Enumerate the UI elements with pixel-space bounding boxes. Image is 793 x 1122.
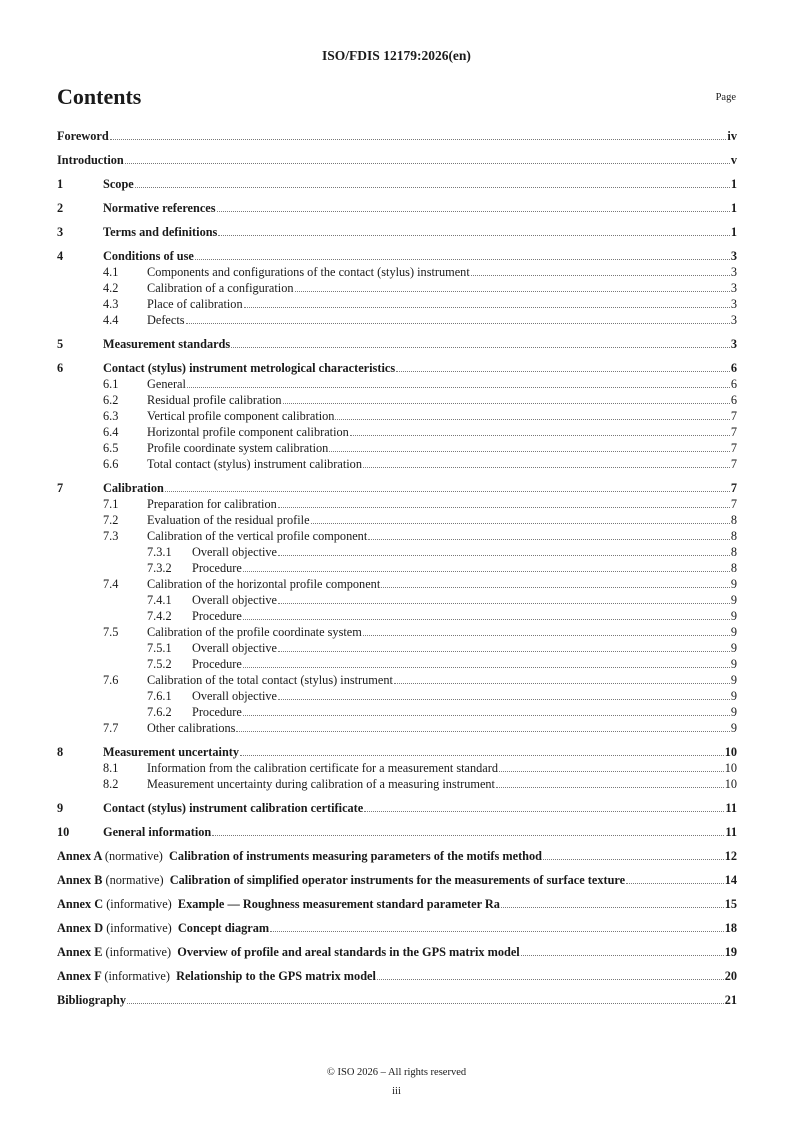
toc-entry-title[interactable]: Concept diagram <box>177 921 270 935</box>
toc-entry-page[interactable]: 3 <box>730 281 737 295</box>
toc-entry[interactable] <box>57 456 737 472</box>
toc-entry-number: 6.1 <box>103 377 119 391</box>
toc-entry-page[interactable]: 10 <box>724 745 737 759</box>
dot-leader <box>135 187 730 188</box>
dot-leader <box>335 419 729 420</box>
annex-label: Annex C <box>57 897 104 911</box>
dot-leader <box>363 635 730 636</box>
annex-title-wrap <box>176 968 737 984</box>
toc-entry-number: 7.7 <box>103 721 119 735</box>
toc-entry-title[interactable]: Calibration of the profile coordinate system <box>147 625 362 639</box>
dot-leader <box>270 931 724 932</box>
annex-label-group <box>57 896 178 912</box>
toc-entry-annex[interactable] <box>57 920 737 936</box>
dot-leader <box>626 883 724 884</box>
toc-entry-title[interactable]: Evaluation of the residual profile <box>147 513 310 527</box>
toc-entry-page[interactable]: 15 <box>724 897 737 911</box>
dot-leader <box>278 651 730 652</box>
toc-entry-number: 4.3 <box>103 297 119 311</box>
page-column-label: Page <box>715 92 736 103</box>
toc-entry-title[interactable]: Overall objective <box>192 641 278 655</box>
annex-title-wrap <box>178 920 737 936</box>
dot-leader <box>165 491 730 492</box>
toc-entry-number: 5 <box>57 337 64 351</box>
dot-leader <box>127 1003 724 1004</box>
toc-entry-title[interactable]: Preparation for calibration <box>147 497 277 511</box>
toc-entry-title[interactable]: Measurement standards <box>103 337 231 351</box>
dot-leader <box>521 955 724 956</box>
page-number: iii <box>392 1086 401 1097</box>
annex-type: (informative) <box>104 969 170 983</box>
toc-entry[interactable] <box>57 280 737 296</box>
toc-entry-page[interactable]: 9 <box>730 673 737 687</box>
toc-entry[interactable] <box>57 656 737 672</box>
annex-title-wrap <box>177 944 737 960</box>
toc-entry-number: 4.2 <box>103 281 119 295</box>
annex-label-group <box>57 848 169 864</box>
toc-entry-number: 7.4 <box>103 577 119 591</box>
toc-entry[interactable] <box>57 440 737 456</box>
dot-leader <box>496 787 724 788</box>
annex-title-wrap <box>170 872 737 888</box>
toc-entry-page[interactable]: 11 <box>725 801 737 815</box>
toc-entry[interactable] <box>57 408 737 424</box>
toc-entry[interactable] <box>57 824 737 840</box>
dot-leader <box>186 323 730 324</box>
dot-leader <box>243 667 730 668</box>
toc-entry-title[interactable]: Defects <box>147 313 185 327</box>
toc-entry-page[interactable]: 1 <box>730 201 737 215</box>
toc-entry-page[interactable]: 8 <box>730 545 737 559</box>
toc-entry[interactable] <box>57 720 737 736</box>
toc-entry-page[interactable]: 6 <box>730 361 737 375</box>
toc-entry-title[interactable]: Procedure <box>192 609 242 623</box>
toc-entry-title[interactable]: Calibration of the vertical profile component <box>147 529 368 543</box>
dot-leader <box>501 907 724 908</box>
toc-entry[interactable] <box>57 360 737 376</box>
dot-leader <box>283 403 730 404</box>
toc-entry-number: 8.2 <box>103 777 119 791</box>
toc-entry-page[interactable]: 19 <box>724 945 737 959</box>
dot-leader <box>295 291 730 292</box>
toc-entry[interactable] <box>57 296 737 312</box>
toc-entry-title[interactable]: Profile coordinate system calibration <box>147 441 329 455</box>
toc-entry-title[interactable]: Residual profile calibration <box>147 393 282 407</box>
toc-entry-page[interactable]: 7 <box>730 425 737 439</box>
toc-entry-page[interactable]: 9 <box>730 657 737 671</box>
dot-leader <box>243 619 730 620</box>
toc-entry[interactable] <box>57 608 737 624</box>
toc-entry-annex[interactable] <box>57 848 737 864</box>
annex-type: (informative) <box>106 921 172 935</box>
toc-entry-title[interactable]: Calibration of simplified operator instruments for the measurements of surface texture <box>169 873 626 887</box>
toc-entry-number: 3 <box>57 225 64 239</box>
toc-entry-page[interactable]: 3 <box>730 313 737 327</box>
toc-entry[interactable] <box>57 544 737 560</box>
toc-entry-number: 4.4 <box>103 313 119 327</box>
toc-entry[interactable] <box>57 640 737 656</box>
toc-entry-title[interactable]: Calibration of the total contact (stylus) instrument <box>147 673 393 687</box>
toc-entry-page[interactable]: 6 <box>730 393 737 407</box>
toc-entry-number: 6.2 <box>103 393 119 407</box>
annex-type: (informative) <box>105 945 172 959</box>
toc-entry-page[interactable]: 8 <box>730 513 737 527</box>
annex-label: Annex E <box>57 945 103 959</box>
toc-entry[interactable] <box>57 528 737 544</box>
toc-entry[interactable] <box>57 560 737 576</box>
toc-entry-title[interactable]: Introduction <box>57 153 124 167</box>
toc-entry-title[interactable]: Foreword <box>57 129 109 143</box>
toc-entry-page[interactable]: 18 <box>724 921 737 935</box>
toc-entry-number: 8.1 <box>103 761 119 775</box>
toc-entry-page[interactable]: 3 <box>730 265 737 279</box>
dot-leader <box>363 467 730 468</box>
toc-entry-annex[interactable] <box>57 872 737 888</box>
toc-entry[interactable] <box>57 776 737 792</box>
annex-label: Annex A <box>57 849 102 863</box>
dot-leader <box>244 307 730 308</box>
toc-entry-number: 7.1 <box>103 497 119 511</box>
toc-entry-annex[interactable] <box>57 896 737 912</box>
toc-entry-page[interactable]: 9 <box>730 705 737 719</box>
toc-entry-title[interactable]: Normative references <box>103 201 216 215</box>
toc-entry-title[interactable]: Measurement uncertainty <box>103 745 240 759</box>
toc-entry-number: 7.5 <box>103 625 119 639</box>
toc-entry-number: 4 <box>57 249 64 263</box>
dot-leader <box>381 587 730 588</box>
toc-entry[interactable] <box>57 672 737 688</box>
dot-leader <box>240 755 724 756</box>
toc-entry-page[interactable]: 9 <box>730 609 737 623</box>
dot-leader <box>394 683 730 684</box>
table-of-contents <box>57 128 737 1008</box>
toc-entry-page[interactable]: 9 <box>730 593 737 607</box>
toc-entry-page[interactable]: 21 <box>724 993 737 1007</box>
document-header: ISO/FDIS 12179:2026(en) <box>322 48 471 63</box>
toc-entry-page[interactable]: 10 <box>724 761 737 775</box>
dot-leader <box>125 163 730 164</box>
toc-entry-number: 6.4 <box>103 425 119 439</box>
annex-type: (normative) <box>105 873 164 887</box>
toc-entry[interactable] <box>57 264 737 280</box>
toc-entry[interactable] <box>57 760 737 776</box>
toc-entry-page[interactable]: 10 <box>724 777 737 791</box>
annex-label-group <box>57 920 178 936</box>
toc-entry-title[interactable]: Calibration of instruments measuring parameters of the motifs method <box>169 849 543 863</box>
toc-entry-title[interactable]: Overall objective <box>192 689 278 703</box>
toc-entry[interactable] <box>57 704 737 720</box>
toc-entry-page[interactable]: 3 <box>730 337 737 351</box>
toc-entry-number: 7.3 <box>103 529 119 543</box>
toc-entry-title[interactable]: Bibliography <box>57 993 127 1007</box>
toc-entry-title[interactable]: Conditions of use <box>103 249 194 263</box>
annex-label: Annex B <box>57 873 103 887</box>
toc-entry-title[interactable]: Procedure <box>192 561 242 575</box>
dot-leader <box>543 859 724 860</box>
dot-leader <box>212 835 724 836</box>
toc-entry-page[interactable]: v <box>730 153 737 167</box>
dot-leader <box>231 347 730 348</box>
toc-entry-number: 2 <box>57 201 64 215</box>
toc-entry-number: 6.5 <box>103 441 119 455</box>
dot-leader <box>278 507 730 508</box>
dot-leader <box>471 275 730 276</box>
toc-entry-title[interactable]: Calibration of the horizontal profile component <box>147 577 381 591</box>
toc-entry-number: 1 <box>57 177 64 191</box>
dot-leader <box>499 771 724 772</box>
toc-entry-page[interactable]: 9 <box>730 641 737 655</box>
annex-type: (informative) <box>106 897 172 911</box>
toc-entry[interactable] <box>57 128 737 144</box>
toc-entry-title[interactable]: Calibration <box>103 481 164 495</box>
toc-entry-title[interactable]: Relationship to the GPS matrix model <box>176 969 376 983</box>
toc-entry[interactable] <box>57 224 737 240</box>
annex-label: Annex F <box>57 969 102 983</box>
annex-title-wrap <box>169 848 737 864</box>
dot-leader <box>110 139 727 140</box>
toc-entry-page[interactable]: 9 <box>730 625 737 639</box>
copyright-footer: © ISO 2026 – All rights reserved <box>326 1067 467 1078</box>
dot-leader <box>329 451 730 452</box>
toc-entry-annex[interactable] <box>57 944 737 960</box>
toc-entry-number: 6.3 <box>103 409 119 423</box>
toc-entry-title[interactable]: General <box>147 377 186 391</box>
toc-entry-number: 7.4.1 <box>147 593 172 607</box>
toc-entry-number: 7.4.2 <box>147 609 172 623</box>
toc-entry-annex[interactable] <box>57 968 737 984</box>
toc-entry-number: 10 <box>57 825 70 839</box>
toc-entry-title[interactable]: Procedure <box>192 657 242 671</box>
toc-entry-title[interactable]: Overview of profile and areal standards in the GPS matrix model <box>177 945 520 959</box>
toc-entry-title[interactable]: Procedure <box>192 705 242 719</box>
toc-entry[interactable] <box>57 376 737 392</box>
toc-entry-title[interactable]: Overall objective <box>192 545 278 559</box>
toc-entry[interactable] <box>57 744 737 760</box>
annex-type: (normative) <box>104 849 163 863</box>
toc-entry-page[interactable]: 7 <box>730 441 737 455</box>
toc-entry[interactable] <box>57 336 737 352</box>
toc-entry-page[interactable]: 1 <box>730 225 737 239</box>
toc-entry-number: 7.3.1 <box>147 545 172 559</box>
dot-leader <box>278 699 730 700</box>
toc-entry-page[interactable]: 14 <box>724 873 737 887</box>
toc-entry[interactable] <box>57 800 737 816</box>
toc-entry-number: 6.6 <box>103 457 119 471</box>
toc-entry-title[interactable]: General information <box>103 825 212 839</box>
toc-entry[interactable] <box>57 152 737 168</box>
toc-entry-page[interactable]: 6 <box>730 377 737 391</box>
dot-leader <box>278 603 730 604</box>
toc-entry-page[interactable]: 11 <box>725 825 737 839</box>
toc-entry[interactable] <box>57 392 737 408</box>
toc-entry-page[interactable]: iv <box>727 129 737 143</box>
toc-entry-number: 4.1 <box>103 265 119 279</box>
toc-entry[interactable] <box>57 424 737 440</box>
toc-entry-number: 7.5.2 <box>147 657 172 671</box>
toc-entry-title[interactable]: Terms and definitions <box>103 225 218 239</box>
dot-leader <box>218 235 730 236</box>
dot-leader <box>243 715 730 716</box>
toc-entry-title[interactable]: Other calibrations <box>147 721 236 735</box>
toc-entry[interactable] <box>57 312 737 328</box>
dot-leader <box>364 811 724 812</box>
toc-entry-title[interactable]: Scope <box>103 177 134 191</box>
toc-entry-number: 7.5.1 <box>147 641 172 655</box>
toc-entry-title[interactable]: Information from the calibration certificate for a measurement standard <box>147 761 498 775</box>
dot-leader <box>368 539 730 540</box>
dot-leader <box>377 979 724 980</box>
dot-leader <box>311 523 730 524</box>
toc-entry[interactable] <box>57 176 737 192</box>
dot-leader <box>187 387 730 388</box>
toc-entry-title[interactable]: Contact (stylus) instrument calibration certificate <box>103 801 364 815</box>
toc-entry[interactable] <box>57 592 737 608</box>
toc-entry-page[interactable]: 12 <box>724 849 737 863</box>
toc-entry-page[interactable]: 9 <box>730 577 737 591</box>
dot-leader <box>350 435 730 436</box>
toc-entry[interactable] <box>57 576 737 592</box>
toc-entry-number: 7.6 <box>103 673 119 687</box>
toc-entry-number: 7 <box>57 481 64 495</box>
toc-entry-title[interactable]: Contact (stylus) instrument metrological characteristics <box>103 361 396 375</box>
toc-entry-title[interactable]: Overall objective <box>192 593 278 607</box>
toc-entry-page[interactable]: 9 <box>730 721 737 735</box>
toc-entry-number: 8 <box>57 745 64 759</box>
toc-entry-page[interactable]: 1 <box>730 177 737 191</box>
dot-leader <box>243 571 730 572</box>
toc-entry[interactable] <box>57 200 737 216</box>
toc-entry-title[interactable]: Total contact (stylus) instrument calibration <box>147 457 362 471</box>
toc-entry[interactable] <box>57 688 737 704</box>
toc-entry-number: 7.6.2 <box>147 705 172 719</box>
toc-entry[interactable] <box>57 992 737 1008</box>
dot-leader <box>236 731 729 732</box>
annex-label-group <box>57 944 177 960</box>
toc-entry-number: 7.6.1 <box>147 689 172 703</box>
toc-entry-number: 7.3.2 <box>147 561 172 575</box>
toc-entry-page[interactable]: 3 <box>730 249 737 263</box>
dot-leader <box>195 259 730 260</box>
annex-label-group <box>57 968 176 984</box>
toc-entry-title[interactable]: Measurement uncertainty during calibration of a measuring instrument <box>147 777 495 791</box>
toc-entry-title[interactable]: Example — Roughness measurement standard parameter Ra <box>177 897 500 911</box>
toc-entry-page[interactable]: 20 <box>724 969 737 983</box>
toc-entry-number: 7.2 <box>103 513 119 527</box>
page-title: Contents <box>57 84 142 109</box>
toc-entry-number: 9 <box>57 801 64 815</box>
toc-entry-page[interactable]: 8 <box>730 529 737 543</box>
dot-leader <box>396 371 730 372</box>
toc-entry[interactable] <box>57 480 737 496</box>
dot-leader <box>217 211 730 212</box>
toc-entry-title[interactable]: Place of calibration <box>147 297 243 311</box>
toc-entry[interactable] <box>57 512 737 528</box>
annex-title-wrap <box>178 896 737 912</box>
toc-entry[interactable] <box>57 624 737 640</box>
toc-entry-page[interactable]: 9 <box>730 689 737 703</box>
toc-entry[interactable] <box>57 496 737 512</box>
toc-entry-title[interactable]: Horizontal profile component calibration <box>147 425 349 439</box>
annex-label-group <box>57 872 170 888</box>
toc-entry-page[interactable]: 3 <box>730 297 737 311</box>
annex-label: Annex D <box>57 921 104 935</box>
toc-entry-page[interactable]: 7 <box>730 481 737 495</box>
toc-entry-number: 6 <box>57 361 64 375</box>
dot-leader <box>278 555 730 556</box>
toc-entry-page[interactable]: 7 <box>730 409 737 423</box>
toc-entry-page[interactable]: 8 <box>730 561 737 575</box>
toc-entry-title[interactable]: Calibration of a configuration <box>147 281 294 295</box>
toc-entry-page[interactable]: 7 <box>730 457 737 471</box>
toc-entry-title[interactable]: Components and configurations of the contact (stylus) instrument <box>147 265 470 279</box>
toc-entry[interactable] <box>57 248 737 264</box>
toc-entry-title[interactable]: Vertical profile component calibration <box>147 409 335 423</box>
toc-entry-page[interactable]: 7 <box>730 497 737 511</box>
